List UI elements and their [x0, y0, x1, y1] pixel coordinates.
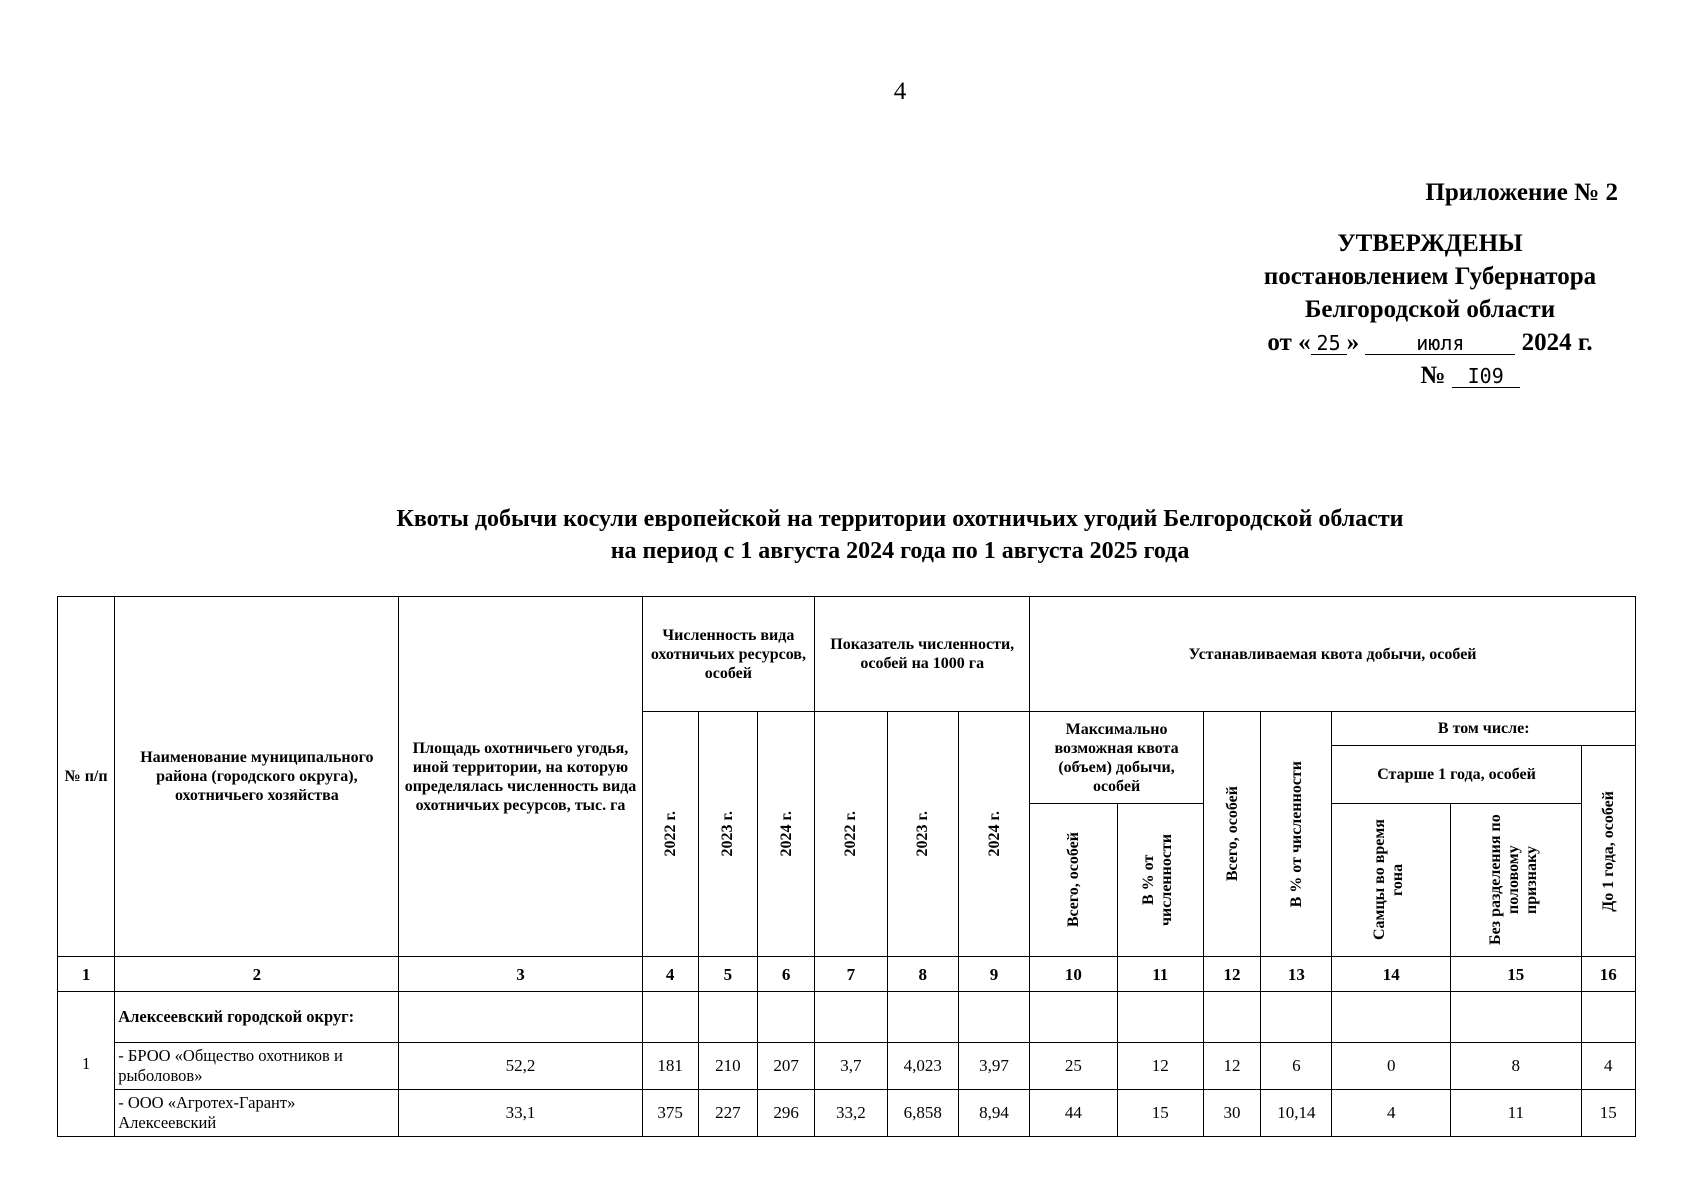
appendix-label: Приложение № 2	[1425, 179, 1618, 206]
col-num: 4	[642, 957, 698, 992]
date-year: 2024 г.	[1521, 329, 1593, 356]
header-under1: До 1 года, особей	[1581, 746, 1635, 957]
header-count-2024: 2024 г.	[758, 712, 815, 957]
cell: 33,2	[815, 1090, 887, 1137]
cell: 8,94	[958, 1090, 1029, 1137]
cell: 12	[1203, 1043, 1260, 1090]
cell: 6	[1261, 1043, 1332, 1090]
header-area: Площадь охотничьего угодья, иной территории, на которую определялась численность вида охотничьих ресурсов, тыс. га	[399, 597, 642, 957]
header-percent-2: В % от численности	[1261, 712, 1332, 957]
header-density-2023: 2023 г.	[887, 712, 958, 957]
cell: 10,14	[1261, 1090, 1332, 1137]
cell: 3,97	[958, 1043, 1029, 1090]
approval-block	[1200, 176, 1660, 392]
title-line-1: Квоты добычи косули европейской на территории охотничьих угодий Белгородской области	[396, 506, 1404, 532]
col-num: 12	[1203, 957, 1260, 992]
document-title	[0, 503, 1705, 567]
cell: 52,2	[399, 1043, 642, 1090]
col-num: 15	[1450, 957, 1581, 992]
title-line-2: на период с 1 августа 2024 года по 1 августа 2025 года	[610, 538, 1190, 564]
col-num: 6	[758, 957, 815, 992]
table-row	[58, 1090, 1636, 1137]
cell: 25	[1030, 1043, 1117, 1090]
date-month: июля	[1365, 332, 1515, 355]
header-max-percent: В % от численности	[1117, 804, 1203, 957]
cell: 181	[642, 1043, 698, 1090]
table-row	[58, 1043, 1636, 1090]
date-prefix: от «	[1267, 329, 1311, 356]
number-label: №	[1420, 362, 1446, 389]
header-including: В том числе:	[1332, 712, 1636, 746]
header-count-2023: 2023 г.	[698, 712, 757, 957]
header-density-2022: 2022 г.	[815, 712, 887, 957]
col-num: 2	[115, 957, 399, 992]
header-npp: № п/п	[58, 597, 115, 957]
date-day: 25	[1311, 332, 1347, 355]
header-name: Наименование муниципального района (городского округа), охотничьего хозяйства	[115, 597, 399, 957]
row-name: - ООО «Агротех-Гарант» Алексеевский	[115, 1090, 399, 1137]
header-count-2022: 2022 г.	[642, 712, 698, 957]
cell: 15	[1581, 1090, 1635, 1137]
row-name: - БРОО «Общество охотников и рыболовов»	[115, 1043, 399, 1090]
approval-number	[1200, 359, 1660, 392]
col-num: 3	[399, 957, 642, 992]
col-num: 14	[1332, 957, 1451, 992]
header-no-sex: Без разделения по половому признаку	[1450, 804, 1581, 957]
cell: 4	[1581, 1043, 1635, 1090]
col-num: 1	[58, 957, 115, 992]
cell: 4,023	[887, 1043, 958, 1090]
approved-line-2: Белгородской области	[1304, 296, 1556, 323]
cell: 207	[758, 1043, 815, 1090]
approved-line-1: постановлением Губернатора	[1263, 263, 1597, 290]
header-max-quota: Максимально возможная квота (объем) добычи, особей	[1030, 712, 1204, 804]
quota-table	[57, 596, 1636, 1137]
cell: 210	[698, 1043, 757, 1090]
column-numbers-row	[58, 957, 1636, 992]
cell: 12	[1117, 1043, 1203, 1090]
header-density: Показатель численности, особей на 1000 га	[815, 597, 1030, 712]
col-num: 16	[1581, 957, 1635, 992]
col-num: 7	[815, 957, 887, 992]
cell: 30	[1203, 1090, 1260, 1137]
number-value: I09	[1452, 365, 1520, 388]
header-count: Численность вида охотничьих ресурсов, особей	[642, 597, 815, 712]
row-npp: 1	[58, 992, 115, 1137]
header-quota: Устанавливаемая квота добычи, особей	[1030, 597, 1636, 712]
cell: 375	[642, 1090, 698, 1137]
col-num: 9	[958, 957, 1029, 992]
header-total-2: Всего, особей	[1203, 712, 1260, 957]
cell: 227	[698, 1090, 757, 1137]
cell: 0	[1332, 1043, 1451, 1090]
col-num: 5	[698, 957, 757, 992]
col-num: 11	[1117, 957, 1203, 992]
approved-stamp	[1200, 227, 1660, 392]
cell: 8	[1450, 1043, 1581, 1090]
approved-heading: УТВЕРЖДЕНЫ	[1337, 230, 1523, 257]
header-males: Самцы во время гона	[1332, 804, 1451, 957]
col-num: 8	[887, 957, 958, 992]
page-number: 4	[893, 78, 907, 105]
col-num: 10	[1030, 957, 1117, 992]
cell: 44	[1030, 1090, 1117, 1137]
cell: 33,1	[399, 1090, 642, 1137]
header-older: Старше 1 года, особей	[1332, 746, 1581, 804]
cell: 11	[1450, 1090, 1581, 1137]
cell: 6,858	[887, 1090, 958, 1137]
date-mid: »	[1346, 329, 1360, 356]
col-num: 13	[1261, 957, 1332, 992]
header-density-2024: 2024 г.	[958, 712, 1029, 957]
cell: 296	[758, 1090, 815, 1137]
group-name: Алексеевский городской округ:	[115, 992, 399, 1043]
table-row-group	[58, 992, 1636, 1043]
cell: 4	[1332, 1090, 1451, 1137]
cell: 15	[1117, 1090, 1203, 1137]
approval-date	[1200, 326, 1660, 359]
cell: 3,7	[815, 1043, 887, 1090]
header-max-total: Всего, особей	[1030, 804, 1117, 957]
